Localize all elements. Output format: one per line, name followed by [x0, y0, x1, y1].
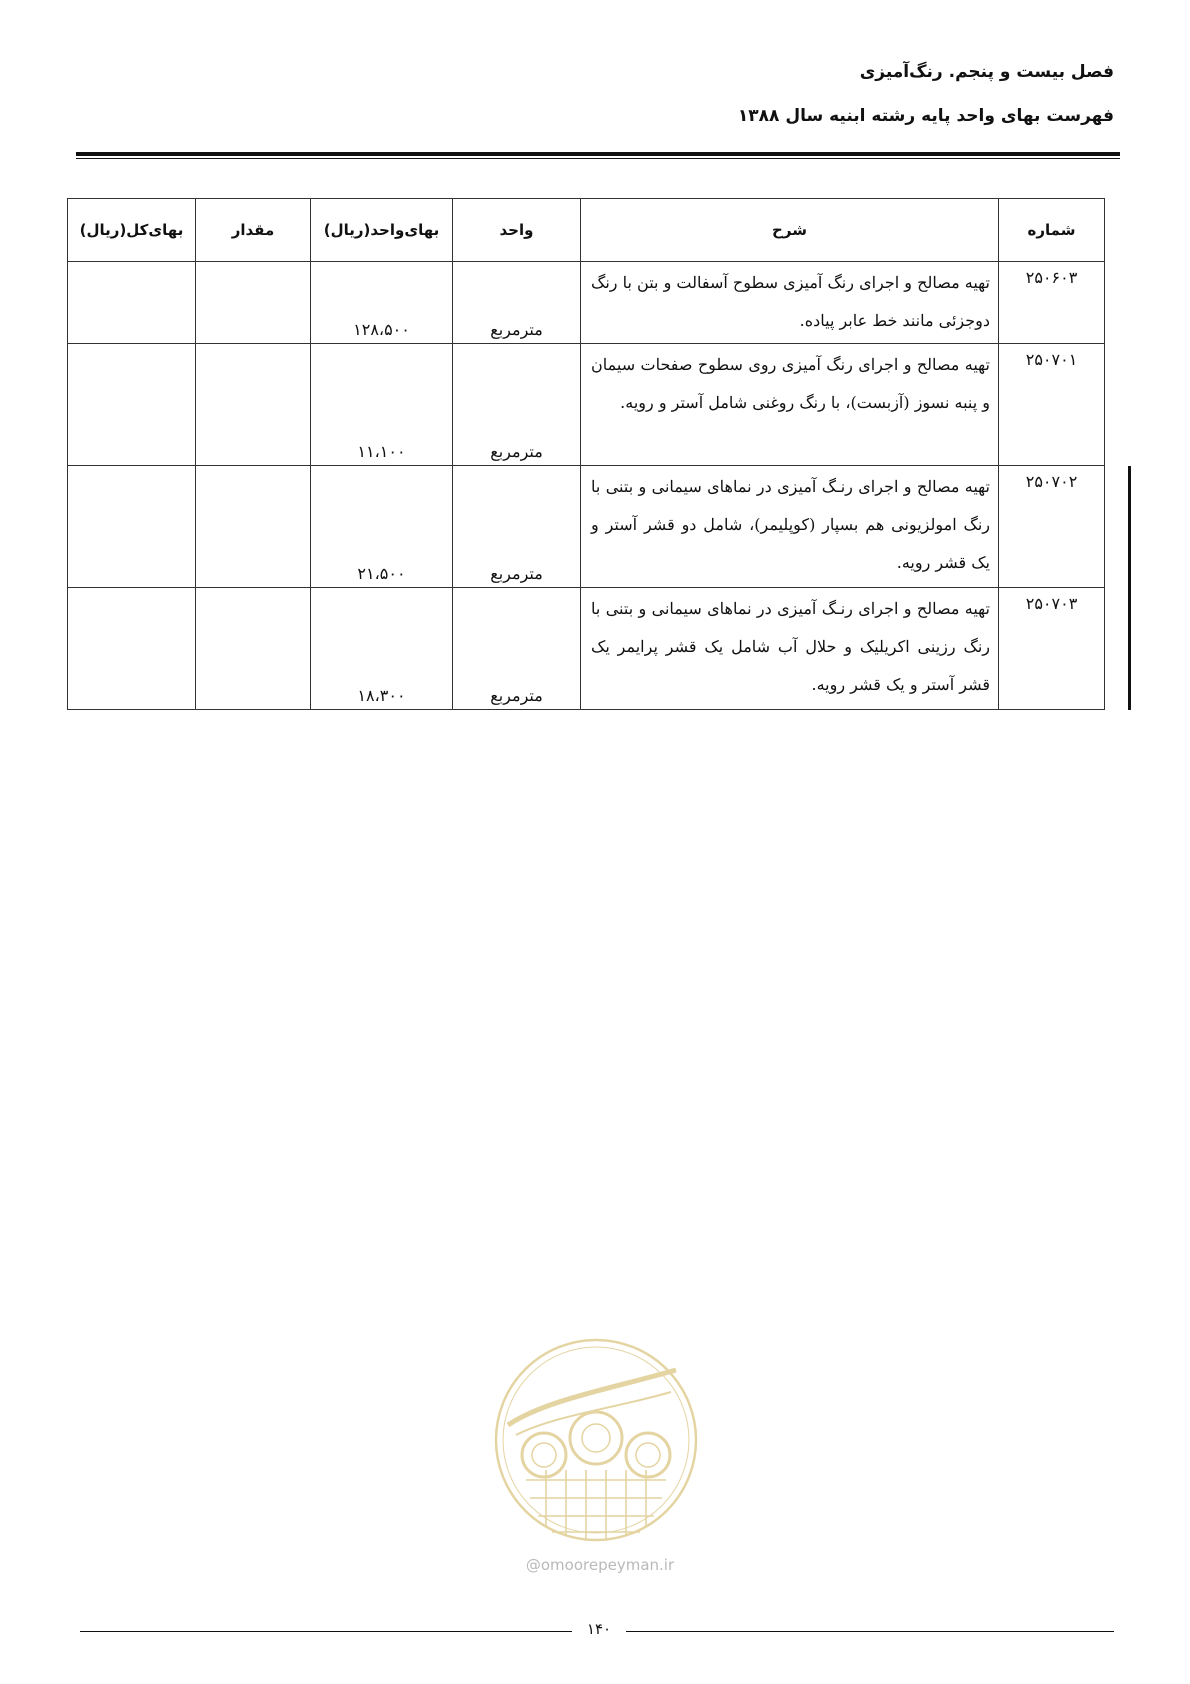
margin-change-bar	[1128, 466, 1131, 710]
page-number: ۱۴۰	[586, 1620, 612, 1638]
column-header-unit: واحد	[453, 199, 581, 262]
column-header-code: شماره	[999, 199, 1105, 262]
footer-rule-left	[80, 1631, 572, 1632]
item-total-price	[68, 262, 196, 344]
table-header-row	[68, 199, 1105, 262]
item-total-price	[68, 588, 196, 710]
item-quantity	[196, 466, 311, 588]
chapter-title: فصل بیست و پنجم. رنگ‌آمیزی	[859, 62, 1114, 82]
item-total-price	[68, 466, 196, 588]
header-rule-thick	[76, 152, 1120, 156]
column-header-quantity: مقدار	[196, 199, 311, 262]
item-description: تهیه مصالح و اجرای رنـگ آمیزی در نماهای سیمانی و بتنی با رنگ رزینی اکریلیک و حلال آب شامل یک قشر پرایمر یک قشر آستر و یک قشر رویه.	[581, 588, 999, 710]
watermark-url: @omoorepeyman.ir	[525, 1556, 675, 1574]
item-total-price	[68, 344, 196, 466]
item-unit-price: ۱۸،۳۰۰	[311, 588, 453, 710]
column-header-unit-price: بهای‌واحد(ریال)	[311, 199, 453, 262]
item-unit-price: ۱۲۸،۵۰۰	[311, 262, 453, 344]
column-header-description: شرح	[581, 199, 999, 262]
item-unit: مترمربع	[453, 466, 581, 588]
item-unit-price: ۱۱،۱۰۰	[311, 344, 453, 466]
item-code: ۲۵۰۷۰۳	[999, 588, 1105, 710]
header-rule-thin	[76, 158, 1120, 159]
table-row	[68, 262, 1105, 344]
item-quantity	[196, 344, 311, 466]
item-code: ۲۵۰۷۰۱	[999, 344, 1105, 466]
table-row	[68, 344, 1105, 466]
price-table	[67, 198, 1105, 710]
item-description: تهیه مصالح و اجرای رنگ آمیزی روی سطوح صفحات سیمان و پنبه نسوز (آزبست)، با رنگ روغنی شامل آستر و رویه.	[581, 344, 999, 466]
item-quantity	[196, 588, 311, 710]
table-row	[68, 588, 1105, 710]
price-list-title: فهرست بهای واحد پایه رشته ابنیه سال ۱۳۸۸	[737, 106, 1114, 126]
table-row	[68, 466, 1105, 588]
item-unit-price: ۲۱،۵۰۰	[311, 466, 453, 588]
item-unit: مترمربع	[453, 344, 581, 466]
item-code: ۲۵۰۶۰۳	[999, 262, 1105, 344]
item-code: ۲۵۰۷۰۲	[999, 466, 1105, 588]
footer-rule-right	[626, 1631, 1114, 1632]
item-quantity	[196, 262, 311, 344]
item-description: تهیه مصالح و اجرای رنگ آمیزی سطوح آسفالت و بتن با رنگ دوجزئی مانند خط عابر پیاده.	[581, 262, 999, 344]
item-description: تهیه مصالح و اجرای رنـگ آمیزی در نماهای سیمانی و بتنی با رنگ امولزیونی هم بسپار (کوپلیمر)، شامل دو قشر آستر و یک قشر رویه.	[581, 466, 999, 588]
omoorepeyman-watermark-logo	[486, 1330, 706, 1560]
item-unit: مترمربع	[453, 588, 581, 710]
item-unit: مترمربع	[453, 262, 581, 344]
column-header-total-price: بهای‌کل(ریال)	[68, 199, 196, 262]
